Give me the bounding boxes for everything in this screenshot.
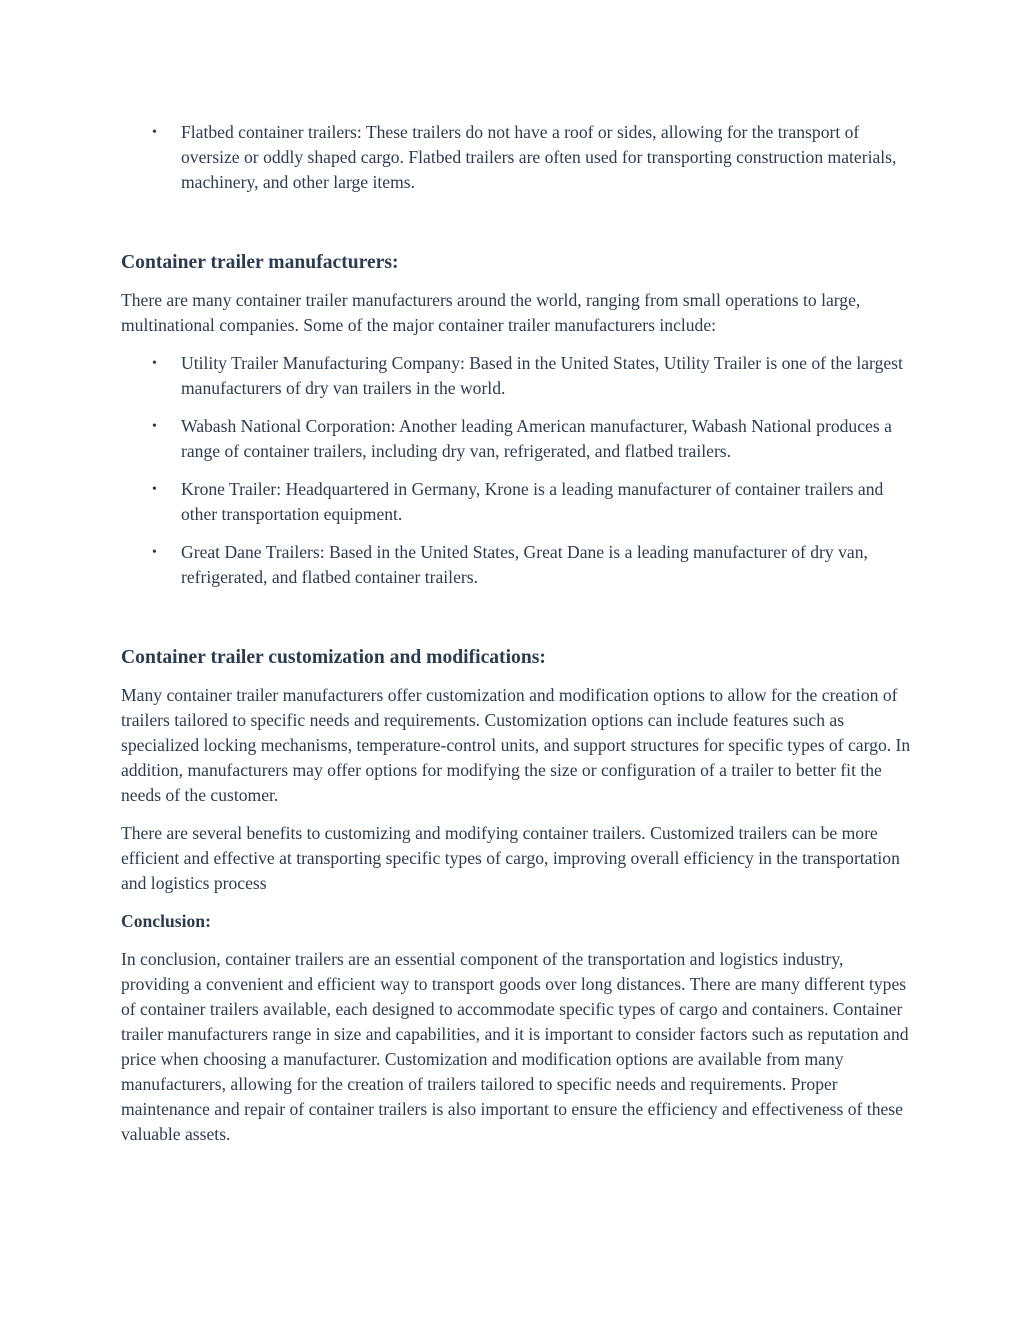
list-item xyxy=(121,351,911,401)
list-item-text: Utility Trailer Manufacturing Company: Based in the United States, Utility Trailer is one of the largest manufacturers of dry van trailers in the world. xyxy=(181,353,903,398)
bullet-icon: • xyxy=(152,482,157,497)
list-item-text: Wabash National Corporation: Another leading American manufacturer, Wabash National produces a range of container trailers, including dry van, refrigerated, and flatbed trailers. xyxy=(181,416,892,461)
bullet-icon: • xyxy=(152,356,157,371)
bullet-icon: • xyxy=(152,545,157,560)
document-page xyxy=(121,120,911,1147)
bullet-icon: • xyxy=(152,125,157,140)
manufacturers-heading: Container trailer manufacturers: xyxy=(121,252,399,273)
list-item-text: Great Dane Trailers: Based in the United States, Great Dane is a leading manufacturer of dry van, refrigerated, and flatbed container trailers. xyxy=(181,542,868,587)
list-item xyxy=(121,477,911,527)
list-item xyxy=(121,540,911,590)
list-item-text: Flatbed container trailers: These trailers do not have a roof or sides, allowing for the transport of oversize or oddly shaped cargo. Flatbed trailers are often used for transporting construction materials, machinery, and other large items. xyxy=(181,122,897,192)
bullet-icon: • xyxy=(152,419,157,434)
trailer-types-list xyxy=(121,120,911,195)
manufacturers-intro: There are many container trailer manufacturers around the world, ranging from small operations to large, multinational companies. Some of the major container trailer manufacturers include: xyxy=(121,290,861,335)
list-item xyxy=(121,414,911,464)
customization-heading: Container trailer customization and modifications: xyxy=(121,647,546,668)
benefits-paragraph: There are several benefits to customizing and modifying container trailers. Customized trailers can be more efficient and effective at transporting specific types of cargo, improving overall efficiency in the transportation and logistics process xyxy=(121,823,900,893)
list-item-text: Krone Trailer: Headquartered in Germany, Krone is a leading manufacturer of container trailers and other transportation equipment. xyxy=(181,479,884,524)
manufacturers-list xyxy=(121,351,911,590)
conclusion-paragraph: In conclusion, container trailers are an essential component of the transportation and logistics industry, providing a convenient and efficient way to transport goods over long distances. There are many different types of container trailers available, each designed to accommodate specific types of cargo and containers. Container trailer manufacturers range in size and capabilities, and it is important to consider factors such as reputation and price when choosing a manufacturer. Customization and modification options are available from many manufacturers, allowing for the creation of trailers tailored to specific needs and requirements. Proper maintenance and repair of container trailers is also important to ensure the efficiency and effectiveness of these valuable assets. xyxy=(121,949,909,1144)
conclusion-heading: Conclusion: xyxy=(121,911,211,931)
list-item xyxy=(121,120,911,195)
customization-paragraph: Many container trailer manufacturers offer customization and modification options to allow for the creation of trailers tailored to specific needs and requirements. Customization options can include features such as specialized locking mechanisms, temperature-control units, and support structures for specific types of cargo. In addition, manufacturers may offer options for modifying the size or configuration of a trailer to better fit the needs of the customer. xyxy=(121,685,911,805)
